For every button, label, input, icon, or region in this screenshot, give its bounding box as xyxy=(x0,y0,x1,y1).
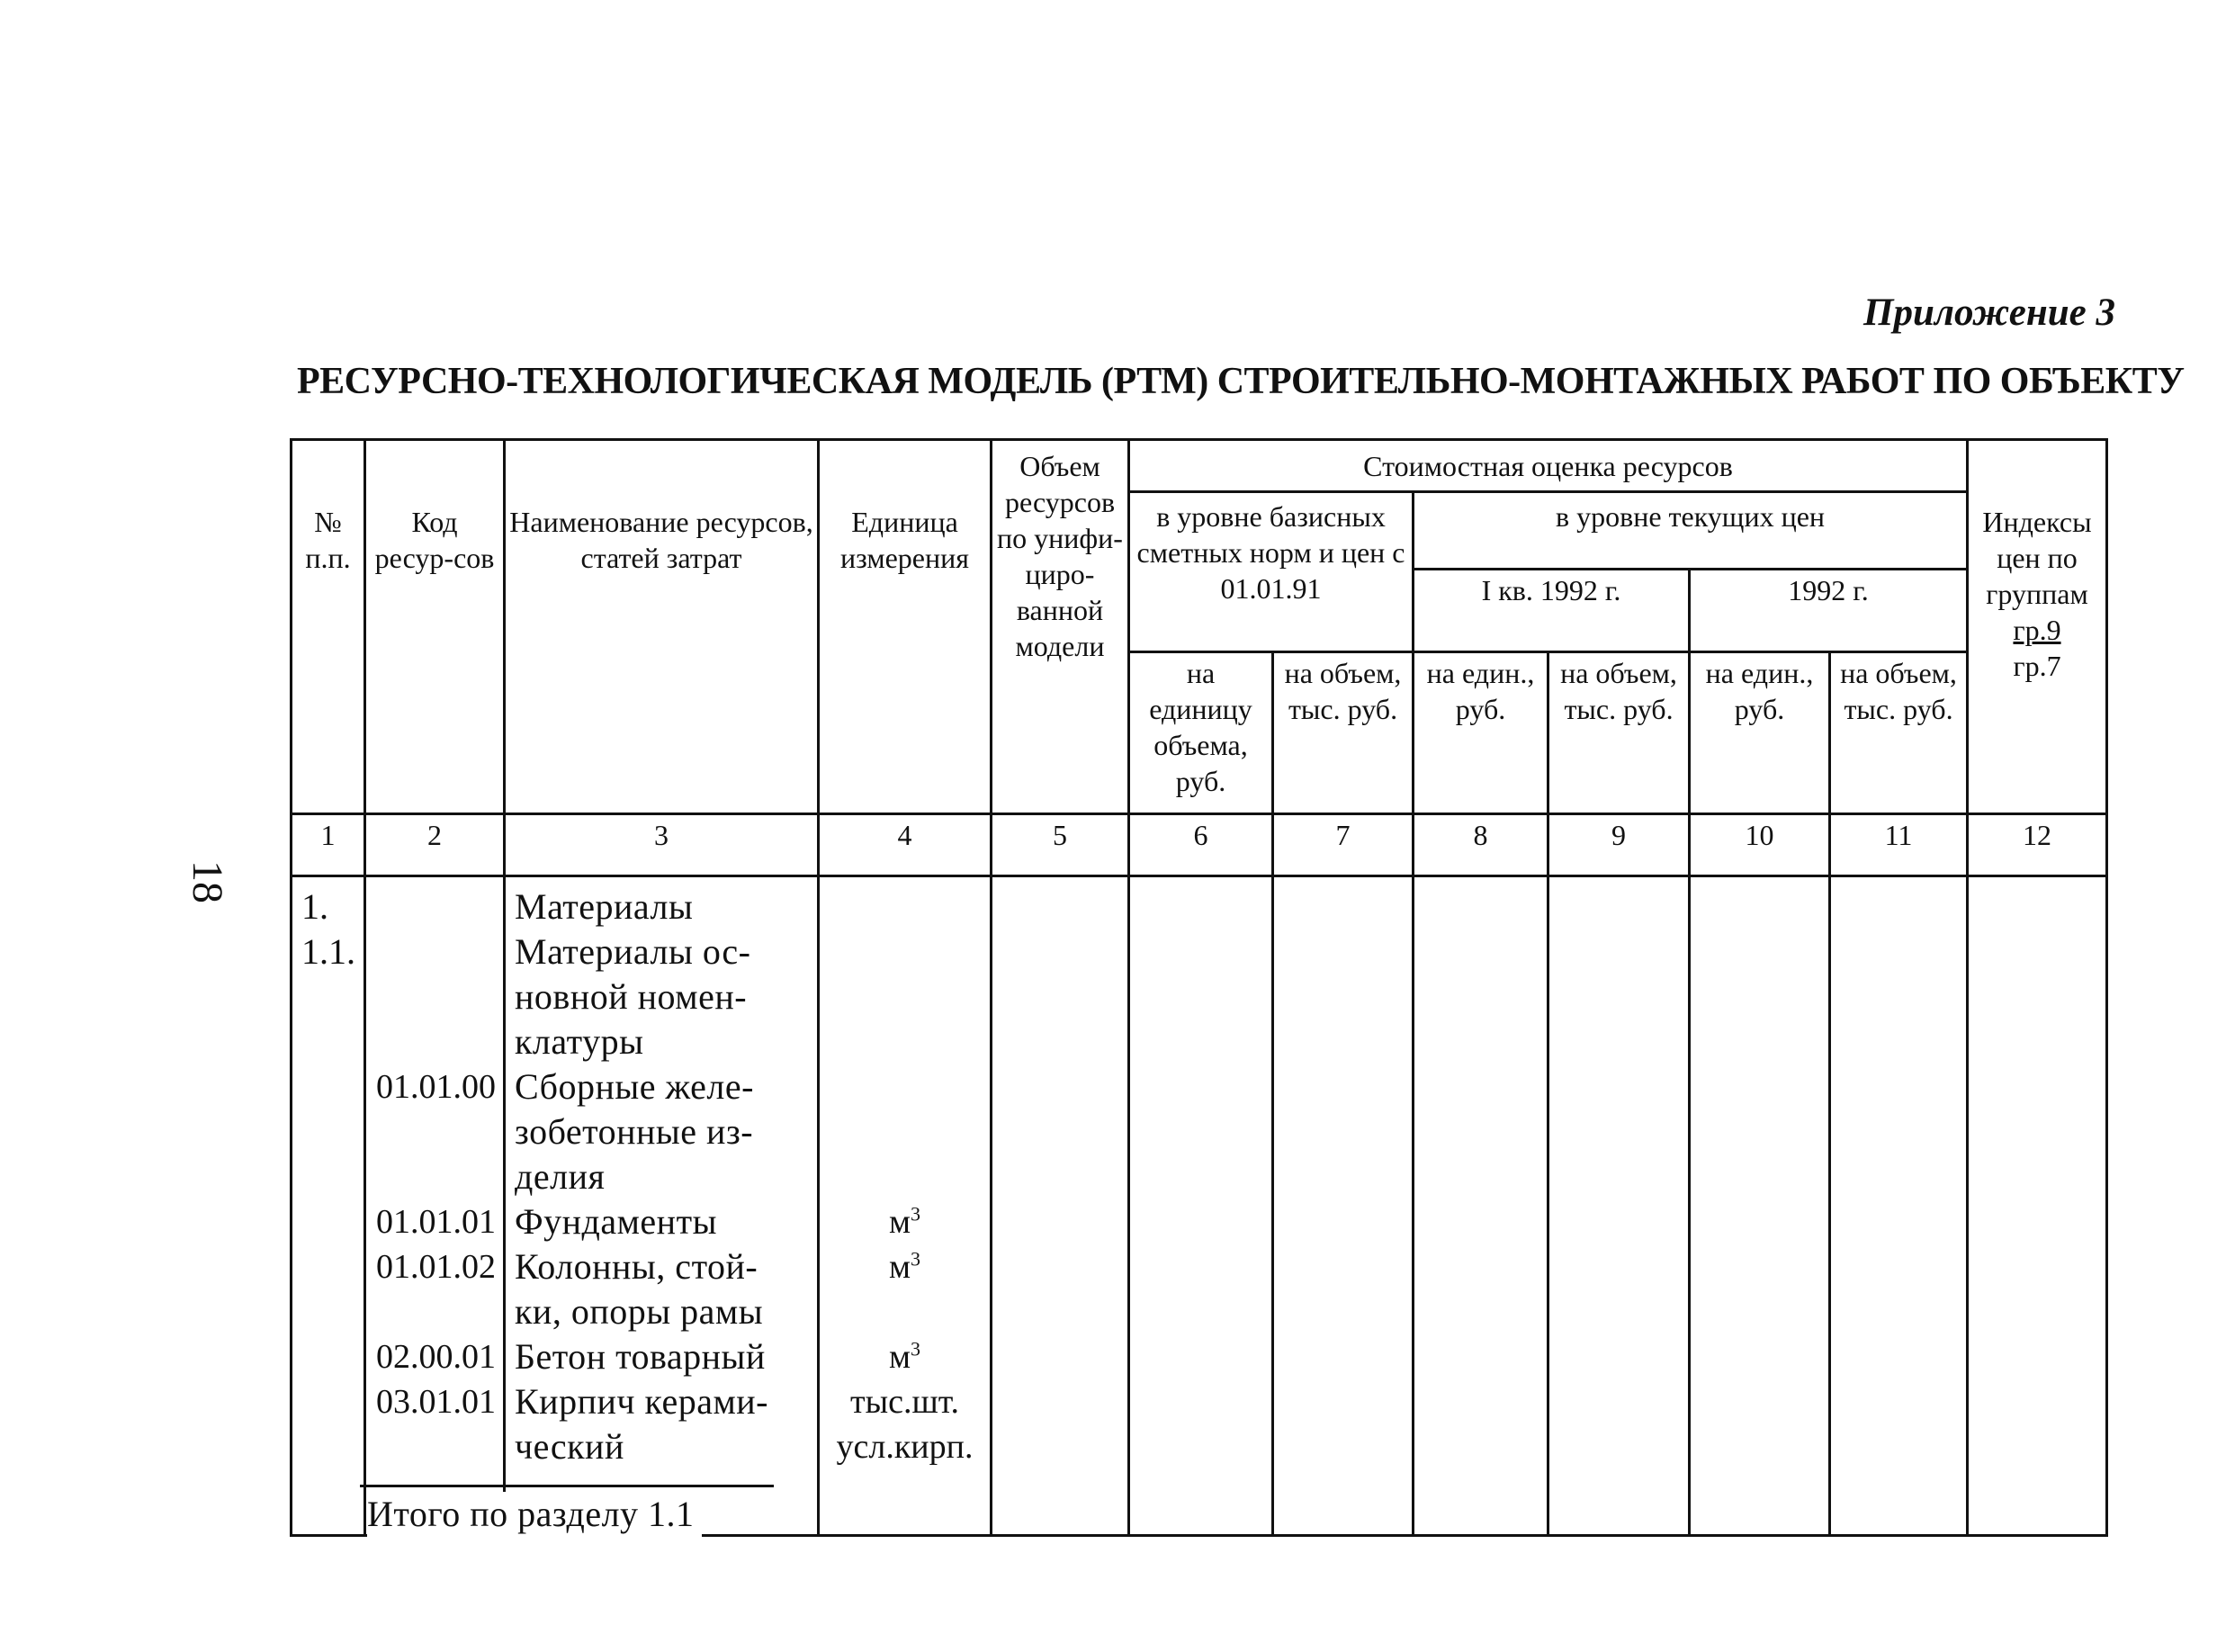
unit xyxy=(823,1289,986,1334)
col-number: 3 xyxy=(505,814,819,876)
indices-numerator: гр.9 xyxy=(2013,614,2061,646)
resource-name: Сборные желе- xyxy=(515,1066,754,1107)
empty-cell xyxy=(1548,876,1690,1536)
row-number: 1.1. xyxy=(301,931,355,972)
header-q1-1992: I кв. 1992 г. xyxy=(1414,570,1690,652)
row-number: 1. xyxy=(301,886,328,927)
unit xyxy=(823,1019,986,1064)
indices-denominator: гр.7 xyxy=(2013,650,2061,682)
resource-name: ки, опоры рамы xyxy=(515,1291,764,1332)
unit: усл.кирп. xyxy=(836,1428,974,1466)
resource-code xyxy=(370,1424,499,1469)
unit: тыс.шт. xyxy=(849,1383,959,1421)
col-number: 4 xyxy=(819,814,992,876)
col-number: 12 xyxy=(1968,814,2107,876)
resource-name: Бетон товарный xyxy=(515,1336,766,1377)
document-title: РЕСУРСНО-ТЕХНОЛОГИЧЕСКАЯ МОДЕЛЬ (РТМ) СТРОИТЕЛЬНО-МОНТАЖНЫХ РАБОТ ПО ОБЪЕКТУ xyxy=(297,361,2185,402)
unit xyxy=(823,974,986,1019)
codes-column xyxy=(365,876,505,1536)
col-number: 2 xyxy=(365,814,505,876)
header-per-unit-q1: на един., руб. xyxy=(1414,652,1548,814)
empty-cell xyxy=(1414,876,1548,1536)
resource-name: Материалы xyxy=(515,886,694,927)
resource-code xyxy=(370,1154,499,1199)
resource-code: 03.01.01 xyxy=(376,1383,496,1421)
unit: $м^3$ xyxy=(888,1337,921,1376)
resource-name: Материалы ос- xyxy=(515,931,751,972)
empty-cell xyxy=(1690,876,1830,1536)
unit xyxy=(823,1109,986,1154)
header-per-volume-1992: на объем, тыс. руб. xyxy=(1830,652,1968,814)
col-number: 1 xyxy=(292,814,365,876)
resource-name: делия xyxy=(515,1156,606,1197)
empty-cell xyxy=(1830,876,1968,1536)
col-number: 10 xyxy=(1690,814,1830,876)
resource-code xyxy=(370,884,499,929)
empty-cell xyxy=(1968,876,2107,1536)
unit xyxy=(823,884,986,929)
appendix-label: Приложение 3 xyxy=(1863,292,2115,334)
header-code: Код ресур-сов xyxy=(365,440,505,814)
total-divider xyxy=(360,1485,774,1487)
resource-code: 02.00.01 xyxy=(376,1338,496,1376)
header-per-volume-q1: на объем, тыс. руб. xyxy=(1548,652,1690,814)
header-per-unit-1992: на един., руб. xyxy=(1690,652,1830,814)
resource-code: 01.01.02 xyxy=(376,1248,496,1286)
row-numbers xyxy=(292,876,365,1536)
resource-name: ческий xyxy=(515,1426,624,1467)
col-number: 6 xyxy=(1129,814,1273,876)
header-volume: Объем ресурсов по унифи-циро-ванной модели xyxy=(992,440,1129,814)
resource-code: 01.01.01 xyxy=(376,1203,496,1241)
header-indices xyxy=(1968,440,2107,814)
header-per-volume-base: на объем, тыс. руб. xyxy=(1273,652,1414,814)
col-number: 7 xyxy=(1273,814,1414,876)
unit: $м^3$ xyxy=(888,1202,921,1241)
rtm-table xyxy=(290,438,2108,1537)
header-1992: 1992 г. xyxy=(1690,570,1968,652)
header-cost: Стоимостная оценка ресурсов xyxy=(1129,440,1968,492)
empty-cell xyxy=(1129,876,1273,1536)
resource-name: клатуры xyxy=(515,1021,644,1062)
col-number: 11 xyxy=(1830,814,1968,876)
col-number: 5 xyxy=(992,814,1129,876)
resource-code xyxy=(370,1109,499,1154)
resource-code xyxy=(370,1019,499,1064)
page-number: 18 xyxy=(184,860,231,903)
header-base-level: в уровне базисных сметных норм и цен с 01.01.91 xyxy=(1129,492,1414,652)
resource-name: Колонны, стой- xyxy=(515,1246,758,1287)
names-column xyxy=(505,876,819,1536)
unit xyxy=(823,929,986,974)
resource-name: новной номен- xyxy=(515,976,748,1017)
unit: $м^3$ xyxy=(888,1247,921,1286)
resource-code xyxy=(370,929,499,974)
resource-name: Кирпич керами- xyxy=(515,1381,768,1422)
units-column xyxy=(819,876,992,1536)
empty-cell xyxy=(992,876,1129,1536)
indices-label: Индексы цен по группам xyxy=(1982,506,2092,610)
header-no: № п.п. xyxy=(292,440,365,814)
header-per-unit-base: на единицу объема, руб. xyxy=(1129,652,1273,814)
resource-code xyxy=(370,974,499,1019)
section-total: Итого по разделу 1.1 xyxy=(367,1492,702,1537)
header-name: Наименование ресурсов, статей затрат xyxy=(505,440,819,814)
header-current-level: в уровне текущих цен xyxy=(1414,492,1968,570)
resource-code: 01.01.00 xyxy=(376,1068,496,1106)
unit xyxy=(823,1154,986,1199)
unit xyxy=(823,1064,986,1109)
resource-name: Фундаменты xyxy=(515,1201,717,1242)
resource-name: зобетонные из- xyxy=(515,1111,754,1152)
empty-cell xyxy=(1273,876,1414,1536)
resource-code xyxy=(370,1289,499,1334)
col-number: 8 xyxy=(1414,814,1548,876)
header-unit: Единица измерения xyxy=(819,440,992,814)
col-number: 9 xyxy=(1548,814,1690,876)
